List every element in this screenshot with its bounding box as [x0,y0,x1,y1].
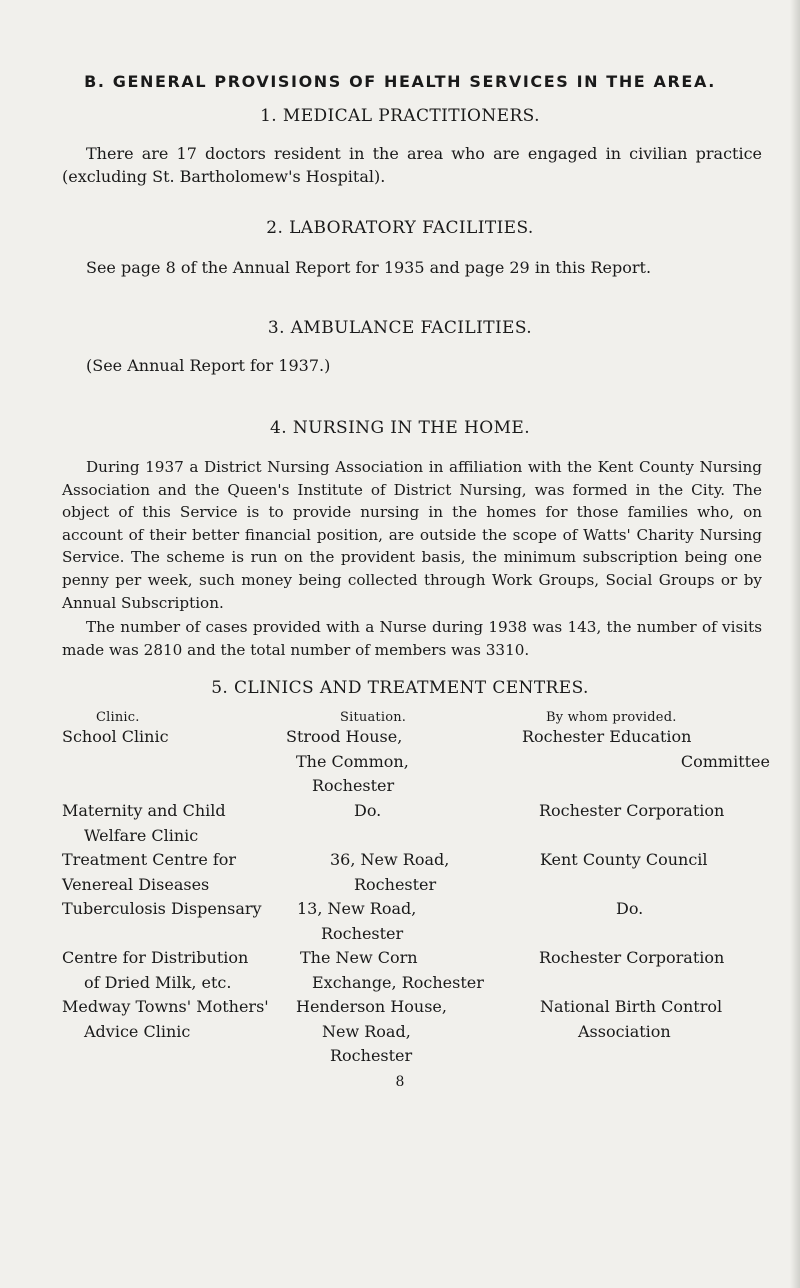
table-cell-provider [539,799,724,824]
cell-line: Do. [616,899,644,918]
section-heading-nursing-in-the-home: 4. NURSING IN THE HOME. [270,418,530,438]
paragraph-nursing-association: During 1937 a District Nursing Association in affiliation with the Kent County Nursing Association and the Queen's Institute of District Nursing, was formed in the City. The object of this Service is to provide nursing in the homes for those families who, on account of their better financial position, are outside the scope of Watts' Charity Nursing Service. The scheme is run on the provident basis, the minimum subscription being one penny per week, such money being collected through Work Groups, Social Groups or by Annual Subscription. [62,458,762,612]
cell-line: Henderson House, [296,997,447,1016]
section-heading-clinics-and-treatment-centres: 5. CLINICS AND TREATMENT CENTRES. [211,678,589,698]
cell-line: Association [578,1021,671,1041]
cell-line: New Road, [322,1021,411,1041]
cell-line: Do. [354,801,382,820]
main-heading: B. GENERAL PROVISIONS OF HEALTH SERVICES IN THE AREA. [84,72,716,91]
table-cell-clinic [62,799,226,848]
table-cell-situation [297,897,416,946]
cell-line: National Birth Control [540,997,723,1016]
cell-line: Exchange, Rochester [312,972,484,992]
column-header-provider: By whom provided. [546,710,677,725]
cell-line: Kent County Council [540,850,708,869]
paragraph-medical-practitioners: There are 17 doctors resident in the area who are engaged in civilian practice (excluding St. Bartholomew's Hospital). [62,144,762,186]
cell-line: Rochester Education [522,727,692,746]
cell-line: The New Corn [300,948,418,967]
cell-line: Treatment Centre for [62,850,237,869]
cell-line: 13, New Road, [297,899,417,918]
cell-line: 36, New Road, [330,850,450,869]
cell-line: Centre for Distribution [62,948,249,967]
cell-line: Rochester Corporation [539,801,725,820]
cell-line: Welfare Clinic [84,825,199,845]
paragraph-nursing-statistics: The number of cases provided with a Nurse during 1938 was 143, the number of visits made was 2810 and the total number of members was 3310. [62,618,762,659]
table-cell-situation [296,946,484,995]
cell-line: School Clinic [62,727,169,746]
table-cell-clinic [62,897,262,922]
cell-line: Maternity and Child [62,801,226,820]
cell-line: Venereal Diseases [62,874,210,894]
cell-line: Rochester Corporation [539,948,725,967]
table-cell-situation [330,848,449,897]
table-cell-provider [522,725,770,774]
cell-line: Medway Towns' Mothers' [62,997,269,1016]
table-cell-clinic [62,725,169,750]
page-edge-shadow [790,0,800,1288]
column-header-clinic: Clinic. [96,710,140,725]
section-heading-medical-practitioners: 1. MEDICAL PRACTITIONERS. [260,106,540,126]
section-heading-laboratory-facilities: 2. LABORATORY FACILITIES. [266,218,534,238]
paragraph-ambulance-facilities: (See Annual Report for 1937.) [86,356,331,375]
section-heading-ambulance-facilities: 3. AMBULANCE FACILITIES. [267,318,533,338]
paragraph-laboratory-facilities: See page 8 of the Annual Report for 1935 and page 29 in this Report. [86,258,652,277]
table-cell-situation [354,799,381,824]
table-cell-clinic [62,946,248,995]
cell-line: Rochester [321,923,404,943]
cell-line: Rochester [354,874,437,894]
table-cell-clinic [62,995,269,1044]
cell-line: The Common, [296,751,409,771]
cell-line: Advice Clinic [84,1021,191,1041]
table-cell-provider [616,897,643,922]
cell-line: Committee [680,751,770,771]
column-header-situation: Situation. [340,710,407,725]
table-cell-clinic [62,848,236,897]
cell-line: Tuberculosis Dispensary [62,899,262,918]
table-cell-provider [540,995,722,1044]
table-cell-provider [539,946,724,971]
table-cell-provider [540,848,708,873]
page-number: 8 [395,1074,405,1090]
cell-line: Rochester [330,1046,413,1065]
table-cell-situation [286,725,486,799]
cell-line: Rochester [312,776,395,795]
table-cell-situation [296,995,447,1069]
cell-line: of Dried Milk, etc. [84,972,232,992]
cell-line: Strood House, [286,727,403,746]
